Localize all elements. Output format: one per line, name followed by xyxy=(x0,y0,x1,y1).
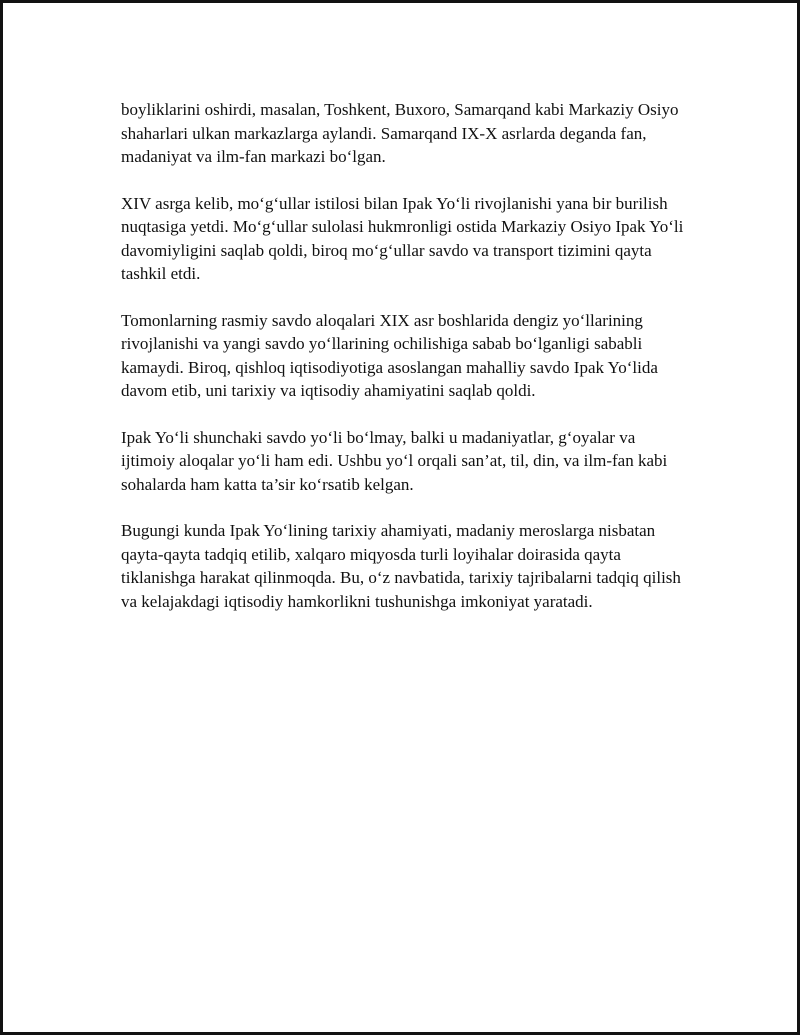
paragraph-2: XIV asrga kelib, mo‘g‘ullar istilosi bilan Ipak Yo‘li rivojlanishi yana bir burilish nuqtasiga yetdi. Mo‘g‘ullar sulolasi hukmronligi ostida Markaziy Osiyo Ipak Yo‘li davomiyligini saqlab qoldi, biroq mo‘g‘ullar savdo va transport tizimini qayta tashkil etdi. xyxy=(121,193,684,283)
paragraph-3: Tomonlarning rasmiy savdo aloqalari XIX asr boshlarida dengiz yo‘llarining rivojlanishi va yangi savdo yo‘llarining ochilishiga sabab bo‘lganligi sababli kamaydi. Biroq, qishloq iqtisodiyotiga asoslangan mahalliy savdo Ipak Yo‘lida davom etib, uni tarixiy va iqtisodiy ahamiyatini saqlab qoldi. xyxy=(121,310,658,400)
paragraph-5: Bugungi kunda Ipak Yo‘lining tarixiy ahamiyati, madaniy meroslarga nisbatan qayta-qayta tadqiq etilib, xalqaro miqyosda turli loyihalar doirasida qayta tiklanishga harakat qilinmoqda. Bu, o‘z navbatida, tarixiy tajribalarni tadqiq qilish va kelajakdagi iqtisodiy hamkorlikni tushunishga imkoniyat yaratadi. xyxy=(121,521,681,611)
document-body xyxy=(121,98,691,636)
paragraph-1: boyliklarini oshirdi, masalan, Toshkent, Buxoro, Samarqand kabi Markaziy Osiyo shaharlari ulkan markazlarga aylandi. Samarqand IX-X asrlarda deganda fan, madaniyat va ilm-fan markazi bo‘lgan. xyxy=(121,100,679,166)
paragraph-4: Ipak Yo‘li shunchaki savdo yo‘li bo‘lmay, balki u madaniyatlar, g‘oyalar va ijtimoiy aloqalar yo‘li ham edi. Ushbu yo‘l orqali san’at, til, din, va ilm-fan kabi sohalarda ham katta ta’sir ko‘rsatib kelgan. xyxy=(121,427,668,494)
